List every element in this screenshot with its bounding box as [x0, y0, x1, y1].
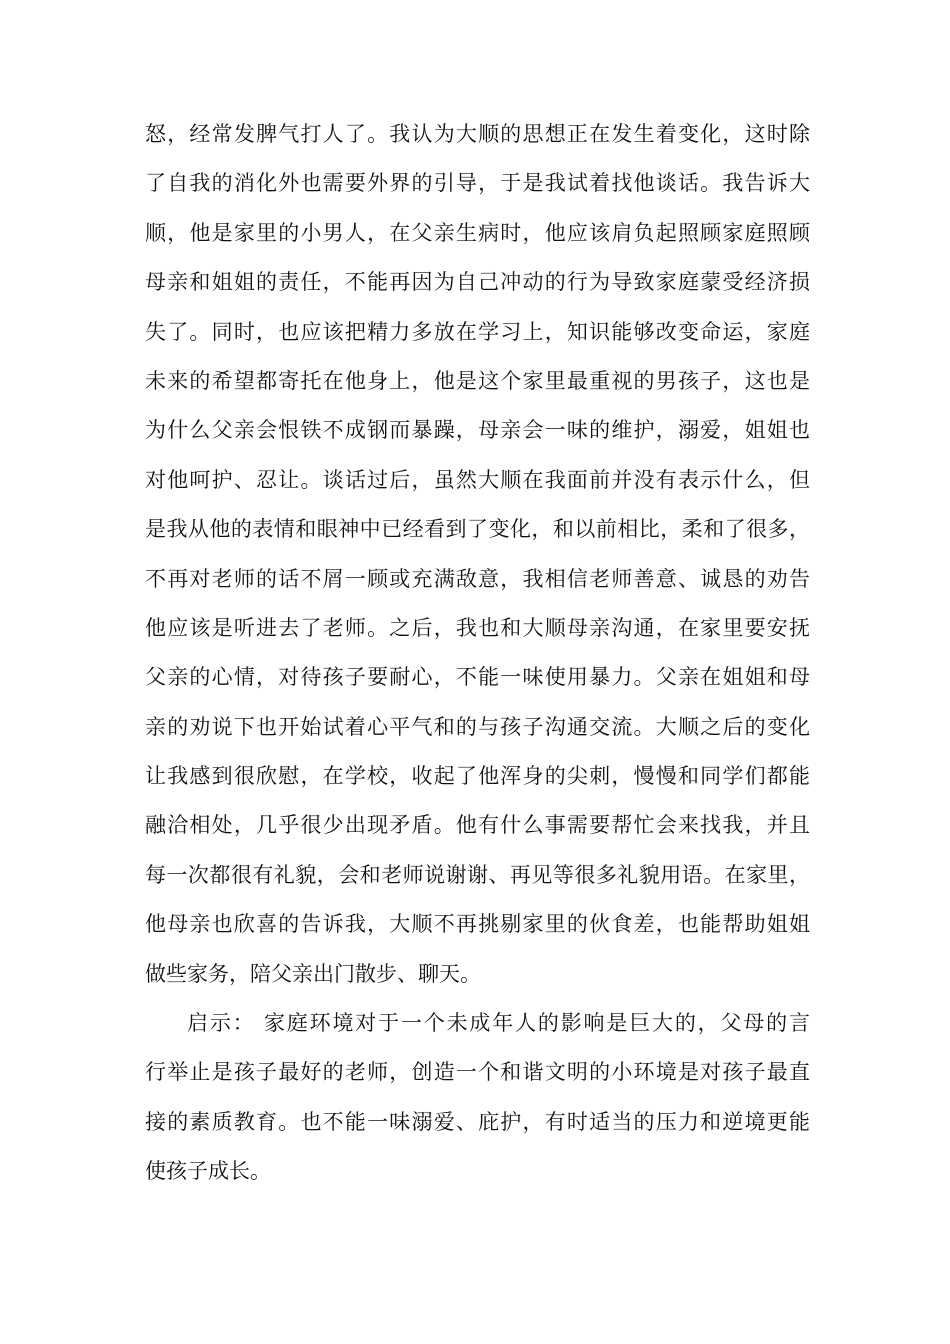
text-line: 顺，他是家里的小男人，在父亲生病时，他应该肩负起照顾家庭照顾	[145, 220, 810, 245]
text-line: 他母亲也欣喜的告诉我，大顺不再挑剔家里的伙食差，也能帮助姐姐	[145, 912, 810, 937]
text-line: 不再对老师的话不屑一顾或充满敌意，我相信老师善意、诚恳的劝告	[145, 566, 810, 591]
text-line: 融洽相处，几乎很少出现矛盾。他有什么事需要帮忙会来找我，并且	[145, 813, 810, 838]
text-line: 让我感到很欣慰，在学校，收起了他浑身的尖刺，慢慢和同学们都能	[145, 764, 810, 789]
text-line: 是我从他的表情和眼神中已经看到了变化，和以前相比，柔和了很多，	[145, 517, 810, 542]
paragraph-case-story	[145, 110, 810, 999]
text-line: 为什么父亲会恨铁不成钢而暴躁，母亲会一味的维护，溺爱，姐姐也	[145, 418, 810, 443]
text-line: 每一次都很有礼貌，会和老师说谢谢、再见等很多礼貌用语。在家里，	[145, 862, 810, 887]
text-line: 使孩子成长。	[145, 1159, 271, 1184]
text-line: 父亲的心情，对待孩子要耐心，不能一味使用暴力。父亲在姐姐和母	[145, 665, 810, 690]
text-line: 怒，经常发脾气打人了。我认为大顺的思想正在发生着变化，这时除	[145, 122, 810, 146]
text-line: 了自我的消化外也需要外界的引导，于是我试着找他谈话。我告诉大	[145, 171, 810, 196]
text-line: 未来的希望都寄托在他身上，他是这个家里最重视的男孩子，这也是	[145, 368, 810, 393]
text-line: 对他呵护、忍让。谈话过后，虽然大顺在我面前并没有表示什么，但	[145, 467, 810, 492]
document-body	[145, 110, 810, 1197]
text-line: 亲的劝说下也开始试着心平气和的与孩子沟通交流。大顺之后的变化	[145, 714, 810, 739]
text-line: 失了。同时，也应该把精力多放在学习上，知识能够改变命运，家庭	[145, 319, 810, 344]
text-line: 行举止是孩子最好的老师，创造一个和谐文明的小环境是对孩子最直	[145, 1060, 810, 1085]
text-line: 他应该是听进去了老师。之后，我也和大顺母亲沟通，在家里要安抚	[145, 615, 810, 640]
text-line: 接的素质教育。也不能一味溺爱、庇护，有时适当的压力和逆境更能	[145, 1109, 810, 1134]
text-line: 做些家务，陪父亲出门散步、聊天。	[145, 961, 481, 986]
paragraph-insight	[145, 999, 810, 1197]
text-line: 母亲和姐姐的责任，不能再因为自己冲动的行为导致家庭蒙受经济损	[145, 270, 810, 295]
text-line: 启示： 家庭环境对于一个未成年人的影响是巨大的，父母的言	[187, 1011, 810, 1036]
